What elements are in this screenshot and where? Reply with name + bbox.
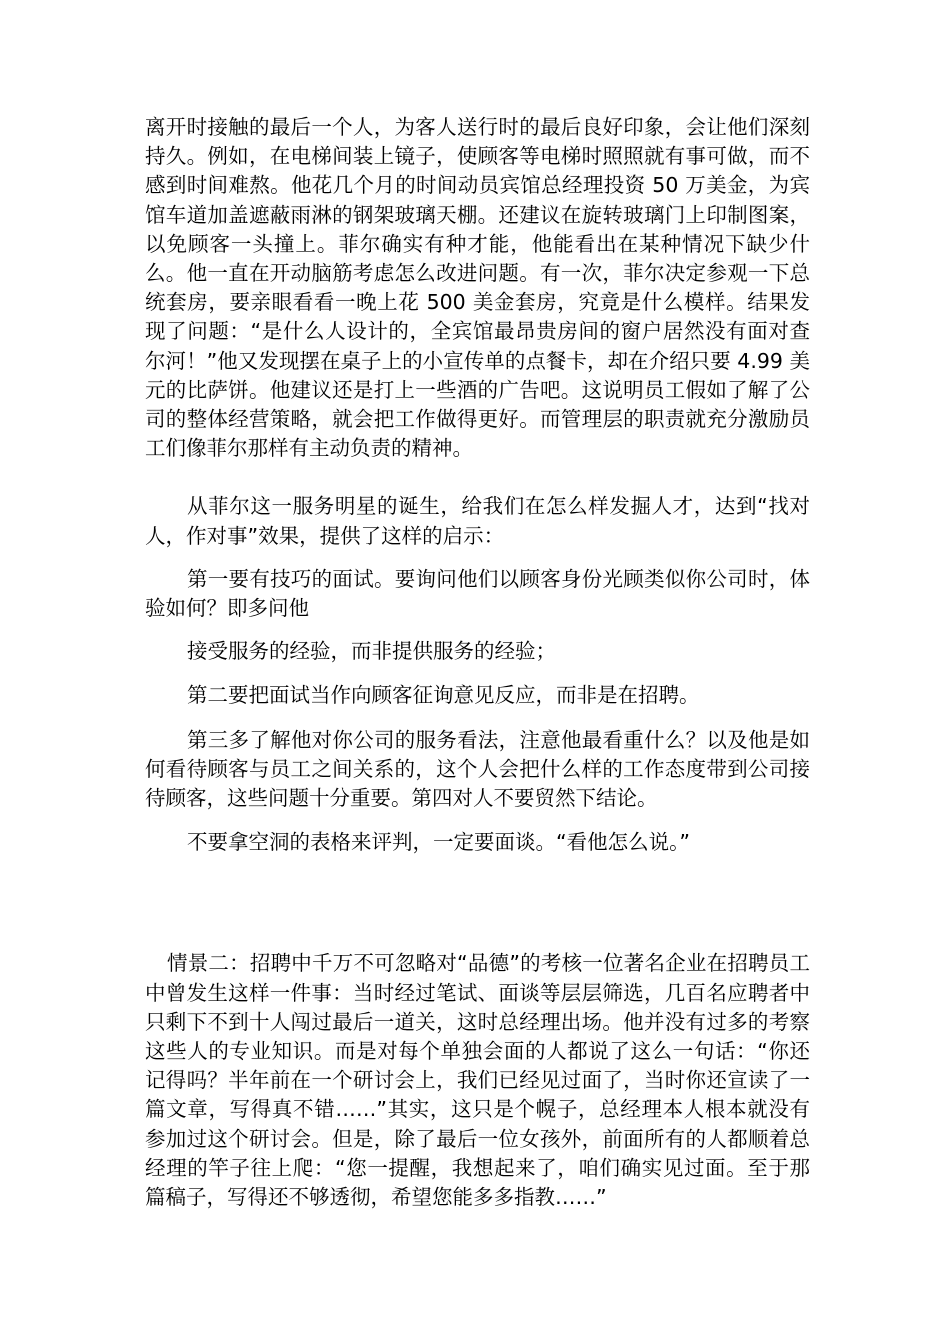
paragraph-hotel-improvements: 离开时接触的最后一个人，为客人送行时的最后良好印象，会让他们深刻持久。例如，在电梯间装上镜子，使顾客等电梯时照照就有事可做，而不感到时间难熬。他花几个月的时间动员宾馆总经理投资 50 万美金，为宾馆车道加盖遮蔽雨淋的钢架玻璃天棚。还建议在旋转玻璃门上印制图案，以免顾客一头撞上。菲尔确实有种才能，他能看出在某种情况下缺少什么。他一直在开动脑筋考虑怎么改进问题。有一次，菲尔决定参观一下总统套房，要亲眼看看一晚上花 500 美金套房，究竟是什么模样。结果发现了问题：“是什么人设计的，全宾馆最昂贵房间的窗户居然没有面对查尔河！”他又发现摆在桌子上的小宣传单的点餐卡，却在介绍只要 4.99 美元的比萨饼。他建议还是打上一些酒的广告吧。这说明员工假如了解了公司的整体经营策略，就会把工作做得更好。而管理层的职责就充分激励员工们像菲尔那样有主动负责的精神。 <box>145 115 810 461</box>
paragraph-inspiration-intro: 从菲尔这一服务明星的诞生，给我们在怎么样发掘人才，达到“找对人，作对事”效果，提供了这样的启示： <box>145 494 810 548</box>
document-body <box>145 113 810 1212</box>
paragraph-point-three-four: 第三多了解他对你公司的服务看法，注意他最看重什么？以及他是如何看待顾客与员工之间关系的，这个人会把什么样的工作态度带到公司接待顾客，这些问题十分重要。第四对人不要贸然下结论。 <box>145 727 810 811</box>
paragraph-point-two: 第二要把面试当作向顾客征询意见反应，而非是在招聘。 <box>187 683 700 708</box>
paragraph-interview-advice: 不要拿空洞的表格来评判，一定要面谈。“看他怎么说。” <box>187 830 690 855</box>
paragraph-point-one-continued: 接受服务的经验，而非提供服务的经验； <box>187 639 556 664</box>
paragraph-scenario-two: 情景二：招聘中千万不可忽略对“品德”的考核一位著名企业在招聘员工中曾发生这样一件事：当时经过笔试、面谈等层层筛选，几百名应聘者中只剩下不到十人闯过最后一道关，这时总经理出场。他并没有过多的考察这些人的专业知识。而是对每个单独会面的人都说了这么一句话：“你还记得吗？半年前在一个研讨会上，我们已经见过面了，当时你还宣读了一篇文章，写得真不错……”其实，这只是个幌子，总经理本人根本就没有参加过这个研讨会。但是，除了最后一位女孩外，前面所有的人都顺着总经理的竿子往上爬：“您一提醒，我想起来了，咱们确实见过面。至于那篇稿子，写得还不够透彻，希望您能多多指教……” <box>145 951 810 1210</box>
paragraph-point-one: 第一要有技巧的面试。要询问他们以顾客身份光顾类似你公司时，体验如何？即多问他 <box>145 566 810 621</box>
